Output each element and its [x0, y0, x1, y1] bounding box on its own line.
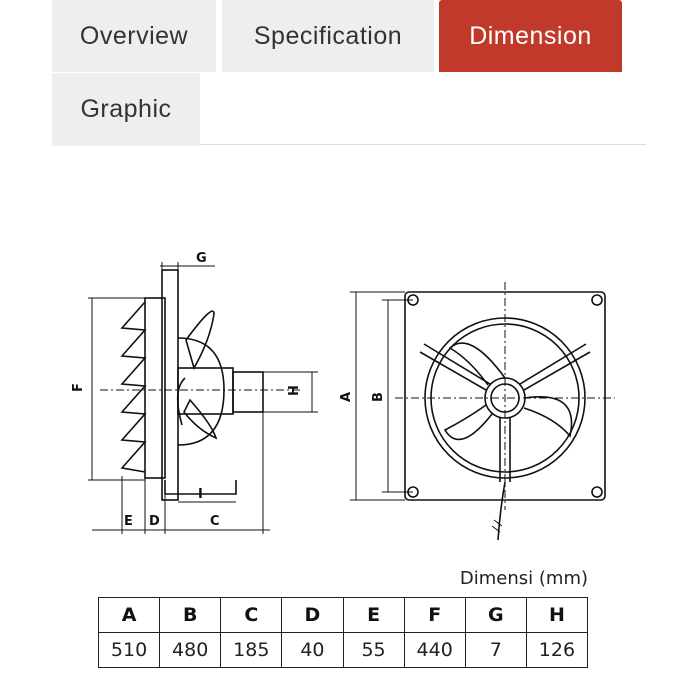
table-header-cell: H — [526, 598, 587, 633]
label-b: B — [371, 392, 386, 402]
front-corner-br — [592, 487, 602, 497]
table-header-cell: E — [343, 598, 404, 633]
table-row — [99, 633, 588, 668]
fan-technical-drawing — [0, 240, 700, 560]
table-header-cell: F — [404, 598, 465, 633]
side-shutter-louvers — [122, 302, 145, 472]
table-cell: 480 — [160, 633, 221, 668]
table-cell: 440 — [404, 633, 465, 668]
table-cell: 40 — [282, 633, 343, 668]
table-header-row — [99, 598, 588, 633]
dimension-drawing — [0, 240, 700, 560]
table-header-cell: D — [282, 598, 343, 633]
label-e: E — [124, 514, 133, 529]
table-cell: 185 — [221, 633, 282, 668]
table-cell: 510 — [99, 633, 160, 668]
table-header-cell: B — [160, 598, 221, 633]
label-a: A — [339, 391, 354, 402]
tab-dimension[interactable]: Dimension — [439, 0, 622, 72]
label-i: I — [198, 487, 203, 502]
table-cell: 7 — [465, 633, 526, 668]
front-corner-tr — [592, 295, 602, 305]
table-cell: 126 — [526, 633, 587, 668]
front-blade-2 — [524, 397, 572, 436]
tab-graphic[interactable]: Graphic — [52, 73, 200, 146]
label-g: G — [196, 251, 207, 266]
table-cell: 55 — [343, 633, 404, 668]
table-header-cell: A — [99, 598, 160, 633]
front-blade-3 — [445, 405, 492, 439]
label-c: C — [210, 514, 220, 529]
dimension-table — [98, 597, 588, 668]
tab-overview[interactable]: Overview — [52, 0, 216, 72]
tab-specification[interactable]: Specification — [222, 0, 434, 72]
label-h: H — [287, 385, 302, 396]
tab-divider — [200, 144, 646, 145]
tab-bar — [52, 0, 646, 146]
table-header-cell: G — [465, 598, 526, 633]
label-f: F — [71, 383, 86, 392]
table-header-cell: C — [221, 598, 282, 633]
label-d: D — [149, 514, 160, 529]
side-motor-shaft — [233, 372, 263, 412]
dimension-caption: Dimensi (mm) — [459, 568, 588, 589]
